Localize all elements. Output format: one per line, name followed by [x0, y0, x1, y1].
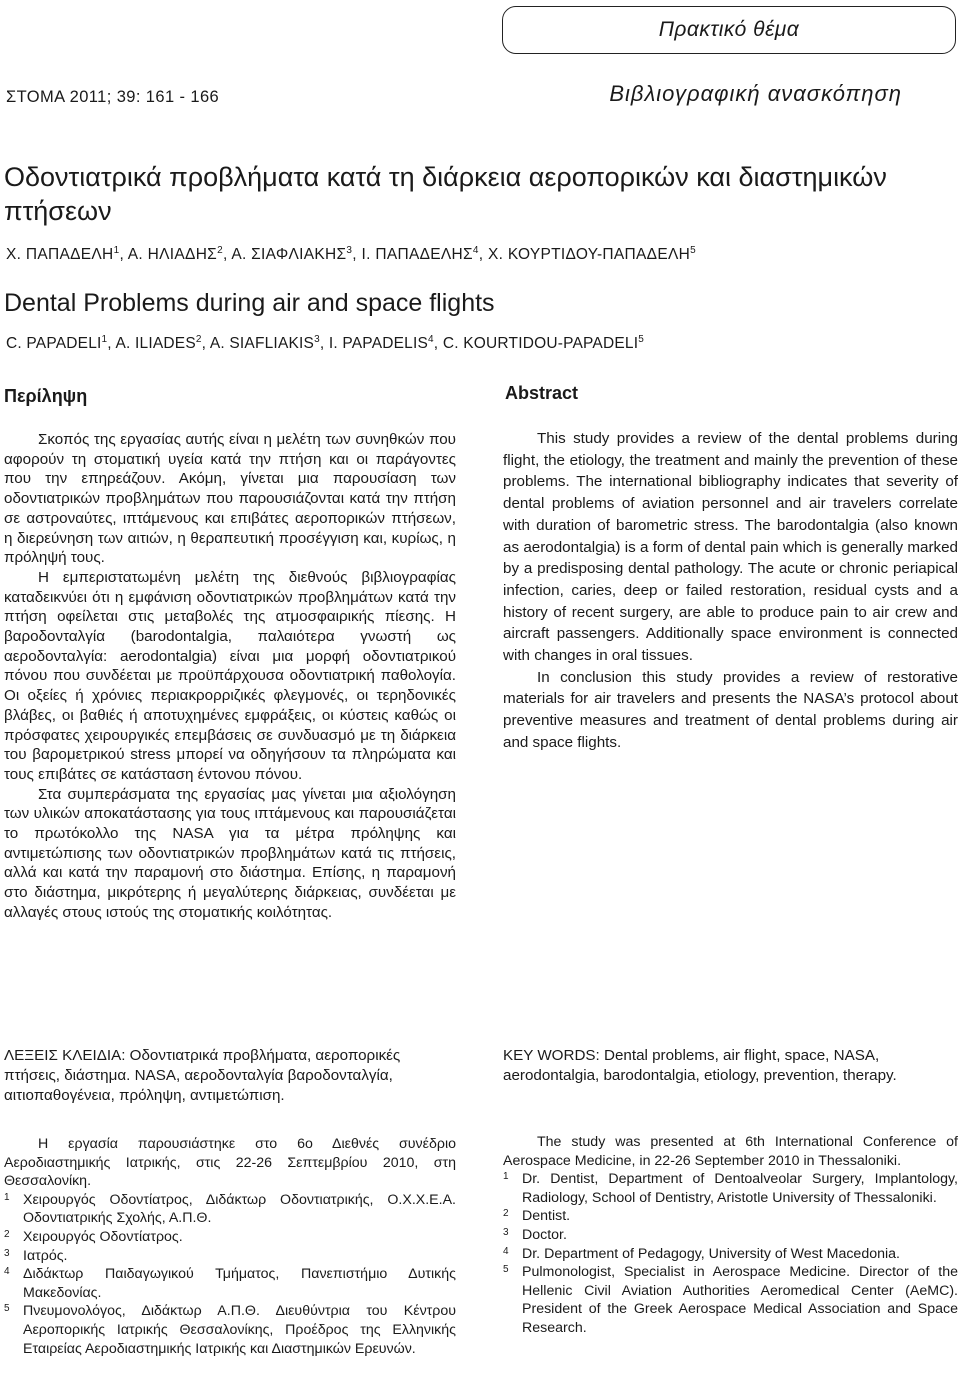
- affiliation-number: 4: [428, 334, 434, 345]
- footnote: [4, 1265, 456, 1302]
- article-type: Βιβλιογραφική ανασκόπηση: [609, 81, 902, 106]
- affiliation-number: 4: [472, 245, 479, 256]
- footnote-list: [503, 1170, 958, 1337]
- footnote-list: [4, 1191, 456, 1358]
- presentation-note: The study was presented at 6th International Conference of Aerospace Medicine, in 22-26 September 2010 in Thessaloniki.: [503, 1134, 958, 1169]
- footnote: [4, 1228, 456, 1247]
- abstract-paragraph: Στα συμπεράσματα της εργασίας μας γίνεται μια αξιολόγηση των υλικών αποκατάστασης για τους ιπτάμενους και παρουσιάζεται το πρωτόκολλο της NASA για τα μέτρα πρόληψης και αντιμετώπισης των οδοντιατρικών προβλημάτων κατά τις πτήσεις, αλλά και κατά την παραμονή στο διάστημα. Επίσης, η παραμονή στο διάστημα, μικρότερης ή μεγαλύτερης διάρκειας, συνδέεται με αλλαγές στους ιστούς της στοματικής κοιλότητας.: [4, 785, 456, 921]
- footnote: [4, 1247, 456, 1266]
- footnote-text: Doctor.: [522, 1226, 567, 1243]
- affiliation-number: 5: [638, 334, 644, 345]
- footnote-number: 5: [503, 1264, 509, 1276]
- abstract-paragraph: In conclusion this study provides a review of restorative materials for air travelers and presents the NASA’s protocol about preventive measures and treatment of dental problems during air and space flights.: [503, 668, 958, 751]
- footnote-number: 4: [4, 1266, 10, 1278]
- presentation-note: Η εργασία παρουσιάστηκε στο 6ο Διεθνές συνέδριο Αεροδιαστημικής Ιατρικής, στις 22-26 Σεπτεμβρίου 2010, στη Θεσσαλονίκη.: [4, 1136, 456, 1190]
- section-label: Πρακτικό θέμα: [658, 18, 800, 41]
- footnote: [4, 1191, 456, 1228]
- title-greek: Οδοντιατρικά προβλήματα κατά τη διάρκεια αεροπορικών και διαστημικών πτήσεων: [4, 162, 887, 226]
- abstract-heading-greek: Περίληψη: [4, 386, 88, 406]
- abstract-paragraph: Σκοπός της εργασίας αυτής είναι η μελέτη των συνηθκών που αφορούν τη στοματική υγεία κατά την πτήση και οι παράγοντες που την επηρεάζουν. Ακόμη, γίνεται μια παρουσίαση των οδοντιατρικών προβλημάτων που παρουσιάζονται κατά την πτήση σε αστροναύτες, ιπτάμενους και επιβάτες αεροπορικών πτήσεων, η διερεύνηση των αιτιών, η θεραπευτική προσέγγιση και, κυρίως, η πρόληψή τους.: [4, 431, 456, 567]
- authors-greek: Χ. ΠΑΠΑΔΕΛΗ$^1$, Α. ΗΛΙΑΔΗΣ$^2$, Α. ΣΙΑΦΛΙΑΚΗΣ$^3$, Ι. ΠΑΠΑΔΕΛΗΣ$^4$, Χ. ΚΟΥΡΤΙΔΟΥ-ΠΑΠΑΔΕΛΗ$^5$: [6, 245, 696, 264]
- title-english: Dental Problems during air and space flights: [4, 289, 495, 317]
- affiliation-number: 2: [195, 334, 202, 345]
- footnote: [503, 1245, 958, 1264]
- footnote-number: 2: [4, 1228, 10, 1240]
- footnote: [503, 1170, 958, 1207]
- footnote-text: Χειρουργός Οδοντίατρος.: [23, 1228, 183, 1245]
- footnote-number: 1: [4, 1191, 10, 1203]
- footnote-number: 3: [4, 1247, 10, 1259]
- footnote: [503, 1226, 958, 1245]
- affiliation-number: 1: [113, 245, 120, 256]
- author-name: C. KOURTIDOU-PAPADELI: [442, 335, 639, 353]
- affiliation-number: 2: [217, 245, 223, 256]
- abstract-paragraph: This study provides a review of the dental problems during flight, the etiology, the treatment and mainly the prevention of these problems. The international bibliography indicates that severity of dental problems of aviation personnel and air travelers correlate with duration of barometric stress. The barodontalgia (also known as aerodontalgia) is a form of dental pain which is generally marked by a predisposing dental pathology. The acute or chronic periapical infection, caries, deep or failed restoration, residual cysts and a history of recent surgery, are able to produce pain to air crew and aircraft passengers. Additionally space environment is connected with changes in oral tissues.: [503, 430, 958, 665]
- keywords-english: KEY WORDS: Dental problems, air flight, space, NASA, aerodontalgia, barodontalgia, etiology, prevention, therapy.: [503, 1047, 897, 1084]
- footnote: [503, 1207, 958, 1226]
- footnote: [4, 1302, 456, 1358]
- abstract-greek: [4, 430, 456, 923]
- author-name: A. ILIADES: [115, 335, 196, 353]
- footnote-text: Pulmonologist, Specialist in Aerospace Medicine. Director of the Hellenic Civil Aviation Authorities Aeromedical Center (AeMC). President of the Greek Aerospace Medical Association and Space Research.: [522, 1264, 958, 1336]
- affiliation-number: 5: [690, 245, 696, 256]
- abstract-heading-english: Abstract: [505, 383, 579, 403]
- footnote-text: Dr. Department of Pedagogy, University of West Macedonia.: [522, 1245, 900, 1262]
- author-name: Α. ΗΛΙΑΔΗΣ: [127, 246, 218, 264]
- affiliation-number: 1: [101, 334, 108, 345]
- authors-english: C. PAPADELI$^1$, A. ILIADES$^2$, A. SIAFLIAKIS$^3$, I. PAPADELIS$^4$, C. KOURTIDOU-PAPADELI$^5$: [6, 334, 644, 353]
- author-name: Ι. ΠΑΠΑΔΕΛΗΣ: [361, 246, 473, 264]
- footnotes-english: [503, 1133, 958, 1338]
- keywords-greek: ΛΕΞΕΙΣ ΚΛΕΙΔΙΑ: Οδοντιατρικά προβλήματα, αεροπορικές πτήσεις, διάστημα. NASA, αεροδονταλγία βαροδονταλγία, αιτιοπαθογένεια, πρόληψη, αντιμετώπιση.: [4, 1047, 401, 1104]
- section-badge: [502, 6, 956, 54]
- footnote-number: 1: [503, 1171, 509, 1183]
- author-name: Α. ΣΙΑΦΛΙΑΚΗΣ: [231, 246, 347, 264]
- footnote-number: 5: [4, 1303, 10, 1315]
- journal-citation: ΣΤΟΜΑ 2011; 39: 161 - 166: [6, 88, 220, 106]
- author-name: Χ. ΠΑΠΑΔΕΛΗ: [6, 246, 114, 264]
- affiliation-number: 3: [346, 245, 353, 256]
- footnote-number: 4: [503, 1245, 509, 1257]
- footnote: [503, 1263, 958, 1337]
- footnote-number: 2: [503, 1208, 509, 1220]
- footnote-text: Dr. Dentist, Department of Dentoalveolar Surgery, Implantology, Radiology, School of Dentistry, Aristotle University of Thessaloniki.: [522, 1171, 958, 1206]
- author-name: A. SIAFLIAKIS: [209, 335, 315, 353]
- footnote-text: Διδάκτωρ Παιδαγωγικού Τμήματος, Πανεπιστήμιο Δυτικής Μακεδονίας.: [23, 1266, 456, 1301]
- footnote-text: Ιατρός.: [23, 1247, 68, 1264]
- author-name: I. PAPADELIS: [328, 335, 429, 353]
- footnote-text: Dentist.: [522, 1208, 571, 1225]
- footnotes-greek: [4, 1135, 456, 1358]
- author-name: Χ. ΚΟΥΡΤΙΔΟΥ-ΠΑΠΑΔΕΛΗ: [488, 246, 691, 264]
- affiliation-number: 3: [314, 334, 320, 345]
- footnote-number: 3: [503, 1226, 509, 1238]
- author-name: C. PAPADELI: [6, 335, 102, 353]
- abstract-paragraph: Η εμπεριστατωμένη μελέτη της διεθνούς βιβλιογραφίας καταδεικνύει ότι η εμφάνιση οδοντιατρικών προβλημάτων κατά την πτήση οφείλεται στις μεταβολές της ατμοσφαιρικής πίεσης. Η βαροδονταλγία (barodontalgia, παλαιότερα γνωστή ως αεροδονταλγία: aerodontalgia) είναι μια μορφή οδοντιατρικού πόνου που συνδέεται με προϋπάρχουσα οδοντιατρική παθολογία. Οι οξείες ή χρόνιες περιακρορριζικές φλεγμονές, οι τερηδονικές βλάβες, οι βαθιές ή αποτυχημένες εμφράξεις, οι κύστεις καθώς οι πρόσφατες χειρουργικές επεμβάσεις σε συνδυασμό με τη διάρκεια του βαρομετρικού stress μπορεί να οδηγήσουν τα πληρώματα και τους επιβάτες σε κατάσταση έντονου πόνου.: [4, 568, 456, 783]
- abstract-english: [503, 428, 958, 754]
- footnote-text: Χειρουργός Οδοντίατρος, Διδάκτωρ Οδοντιατρικής, Ο.Χ.Χ.Ε.Α. Οδοντιατρικής Σχολής, Α.Π.Θ.: [23, 1191, 456, 1227]
- footnote-text: Πνευμονολόγος, Διδάκτωρ Α.Π.Θ. Διευθύντρια του Κέντρου Αεροπορικής Ιατρικής Θεσσαλονίκης, Προέδρος της Ελληνικής Εταιρείας Αεροδιαστημικής Ιατρικής και Διαστημικών Ερευνών.: [23, 1303, 456, 1357]
